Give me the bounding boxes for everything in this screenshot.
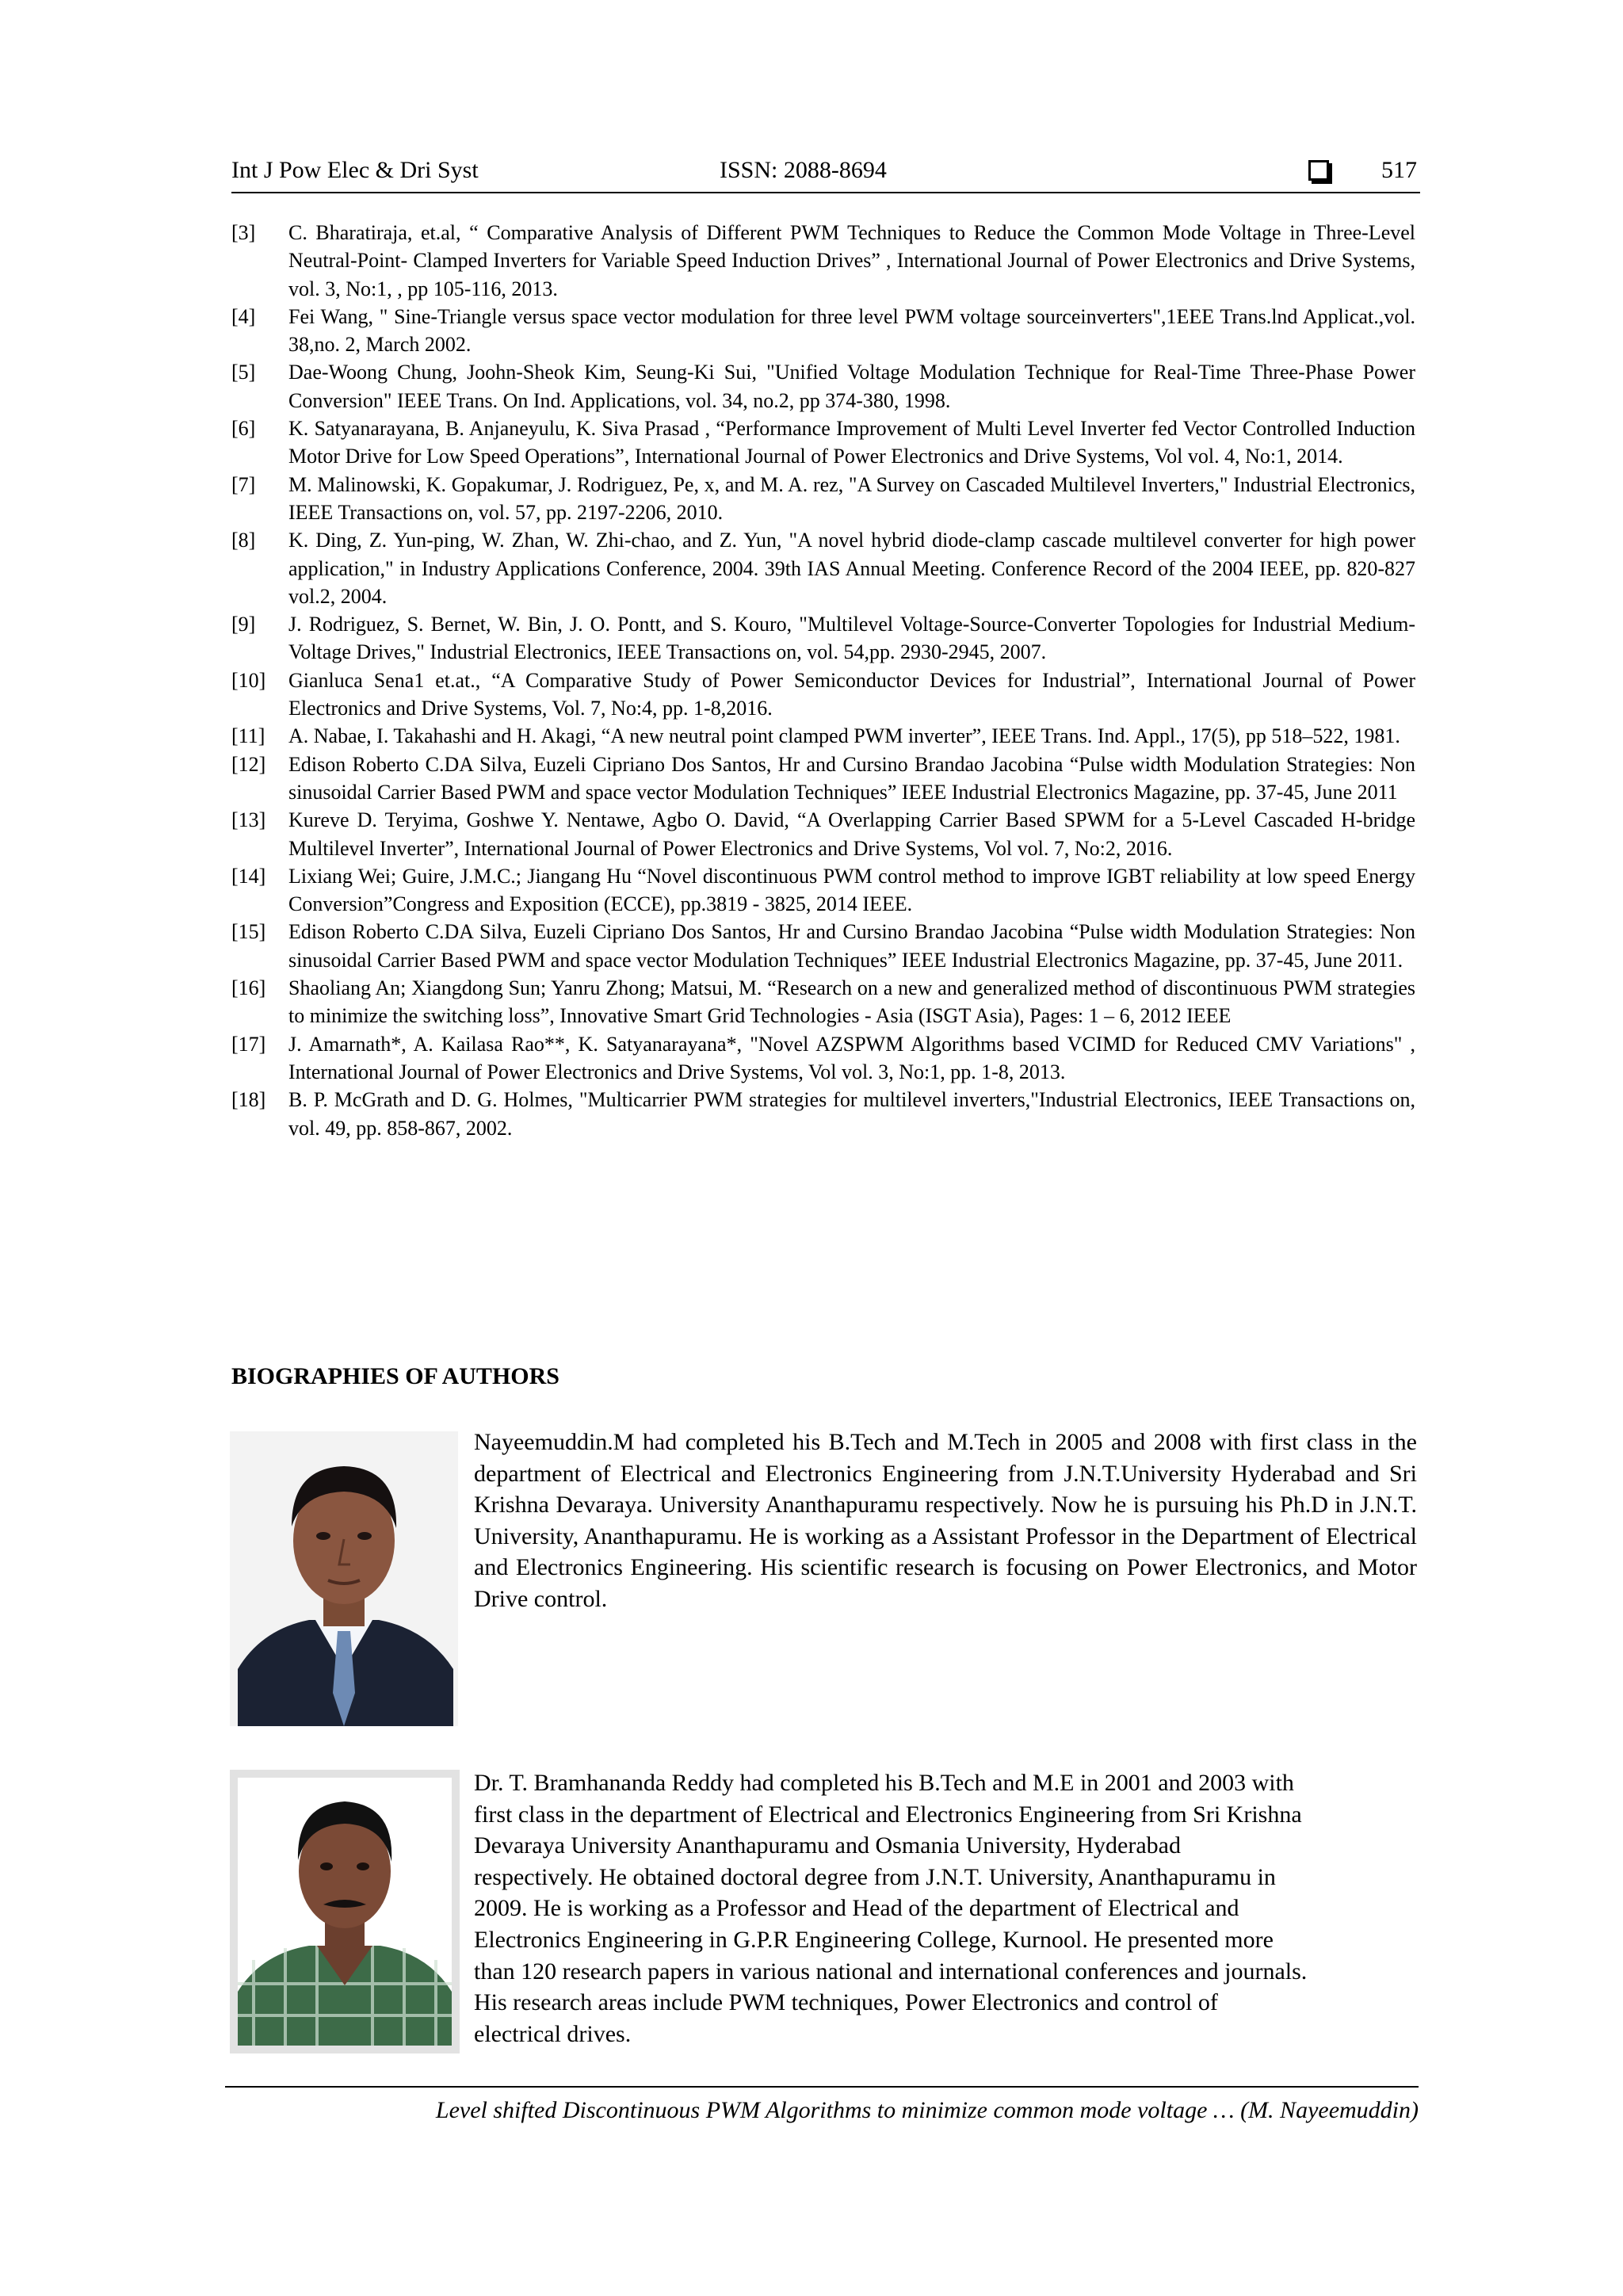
reference-number: [11] [231,724,265,748]
biography-line: than 120 research papers in various national and international conferences and journals. [474,1958,1308,1985]
reference-text: K. Satyanarayana, B. Anjaneyulu, K. Siva Prasad , “Performance Improvement of Multi Level Inverter fed Vector Controlled Induction Motor Drive for Low Speed Operations”, International Journal of Power Electronics and Drive Systems, Vol vol. 4, No:1, 2014. [288,417,1415,468]
author-photo-nayeemuddin [230,1431,458,1726]
reference-text: Fei Wang, " Sine-Triangle versus space vector modulation for three level PWM voltage sourceinverters",1EEE Trans.lnd Applicat.,vol. 38,no. 2, March 2002. [288,304,1415,357]
reference-text: A. Nabae, I. Takahashi and H. Akagi, “A new neutral point clamped PWM inverter”, IEEE Trans. Ind. Appl., 17(5), pp 518–522, 1981. [288,724,1400,748]
biography-line: Dr. T. Bramhananda Reddy had completed his B.Tech and M.E in 2001 and 2003 with [474,1770,1294,1796]
reference-item [231,415,1415,471]
author-biography-1: Nayeemuddin.M had completed his B.Tech and M.Tech in 2005 and 2008 with first class in the department of Electrical and Electronics Engineering from J.N.T.University Hyderabad and Sri Krishna Devaraya. University Ananthapuramu respectively. Now he is pursuing his Ph.D in J.N.T. University, Ananthapuramu. He is working as a Assistant Professor in the Department of Electrical and Electronics Engineering. His scientific research is focusing on Power Electronics, and Motor Drive control. [474,1429,1417,1612]
reference-text: Dae-Woong Chung, Joohn-Sheok Kim, Seung-Ki Sui, "Unified Voltage Modulation Technique for Real-Time Three-Phase Power Conversion" IEEE Trans. On Ind. Applications, vol. 34, no.2, pp 374-380, 1998. [288,361,1415,412]
portrait-image [230,1431,458,1726]
biography-line: respectively. He obtained doctoral degree from J.N.T. University, Ananthapuramu in [474,1863,1276,1890]
biography-line: His research areas include PWM techniques, Power Electronics and control of [474,1989,1218,2016]
reference-number: [12] [231,752,266,776]
reference-text: Edison Roberto C.DA Silva, Euzeli Cipriano Dos Santos, Hr and Cursino Brandao Jacobina “Pulse width Modulation Strategies: Non sinusoidal Carrier Based PWM and space vector Modulation Techniques” IEEE Industrial Electronics Magazine, pp. 37-45, June 2011 [288,752,1415,804]
reference-item [231,806,1415,862]
reference-item [231,1086,1415,1142]
reference-item [231,722,1415,750]
page-footer [225,2086,1419,2124]
reference-number: [6] [231,417,256,441]
reference-item [231,751,1415,807]
reference-number: [13] [231,808,266,832]
reference-item [231,471,1415,527]
reference-item [231,974,1415,1030]
page-header [231,154,1420,193]
reference-text: Kureve D. Teryima, Goshwe Y. Nentawe, Agbo O. David, “A Overlapping Carrier Based SPWM for a 5-Level Cascaded H-bridge Multilevel Inverter”, International Journal of Power Electronics and Drive Systems, Vol vol. 7, No:2, 2016. [288,808,1415,860]
reference-text: J. Rodriguez, S. Bernet, W. Bin, J. O. Pontt, and S. Kouro, "Multilevel Voltage-Source-Converter Topologies for Industrial Medium-Voltage Drives," Industrial Electronics, IEEE Transactions on, vol. 54,pp. 2930-2945, 2007. [288,613,1415,664]
reference-number: [18] [231,1088,266,1112]
reference-text: K. Ding, Z. Yun-ping, W. Zhan, W. Zhi-chao, and Z. Yun, "A novel hybrid diode-clamp cascade multilevel converter for high power application," in Industry Applications Conference, 2004. 39th IAS Annual Meeting. Conference Record of the 2004 IEEE, pp. 820-827 vol.2, 2004. [288,529,1415,608]
author-biography-2 [474,1767,1425,2050]
reference-text: B. P. McGrath and D. G. Holmes, "Multicarrier PWM strategies for multilevel inverters,"Industrial Electronics, IEEE Transactions on, vol. 49, pp. 858-867, 2002. [288,1088,1415,1140]
reference-item [231,1030,1415,1087]
reference-number: [8] [231,529,256,552]
biography-line: first class in the department of Electrical and Electronics Engineering from Sri Krishna [474,1801,1302,1828]
reference-item [231,303,1415,359]
square-bullet-icon [1308,160,1329,181]
reference-number: [4] [231,304,256,328]
biography-line: electrical drives. [474,2020,632,2047]
reference-number: [17] [231,1032,266,1056]
biographies-heading: BIOGRAPHIES OF AUTHORS [231,1363,559,1389]
reference-number: [15] [231,920,266,944]
reference-number: [5] [231,361,256,384]
reference-item [231,219,1415,303]
reference-text: Edison Roberto C.DA Silva, Euzeli Cipriano Dos Santos, Hr and Cursino Brandao Jacobina “Pulse width Modulation Strategies: Non sinusoidal Carrier Based PWM and space vector Modulation Techniques” IEEE Industrial Electronics Magazine, pp. 37-45, June 2011. [288,920,1415,972]
reference-text: C. Bharatiraja, et.al, “ Comparative Analysis of Different PWM Techniques to Reduce the Common Mode Voltage in Three-Level Neutral-Point- Clamped Inverters for Variable Speed Induction Drives” , International Journal of Power Electronics and Drive Systems, vol. 3, No:1, , pp 105-116, 2013. [288,221,1415,300]
author-photo-bramhananda-reddy [230,1770,460,2053]
reference-text: M. Malinowski, K. Gopakumar, J. Rodriguez, Pe, x, and M. A. rez, "A Survey on Cascaded Multilevel Inverters," Industrial Electronics, IEEE Transactions on, vol. 57, pp. 2197-2206, 2010. [288,472,1415,524]
reference-item [231,358,1415,415]
reference-number: [3] [231,221,256,244]
reference-text: Gianluca Sena1 et.at., “A Comparative Study of Power Semiconductor Devices for Industrial”, International Journal of Power Electronics and Drive Systems, Vol. 7, No:4, pp. 1-8,2016. [288,668,1415,720]
reference-number: [9] [231,613,256,636]
reference-item [231,667,1415,723]
portrait-image [238,1778,452,2046]
reference-item [231,610,1415,667]
reference-number: [14] [231,864,266,888]
page-number: 517 [1381,157,1417,183]
reference-text: J. Amarnath*, A. Kailasa Rao**, K. Satyanarayana*, "Novel AZSPWM Algorithms based VCIMD for Reduced CMV Variations" , International Journal of Power Electronics and Drive Systems, Vol vol. 3, No:1, pp. 1-8, 2013. [288,1032,1415,1083]
running-title: Level shifted Discontinuous PWM Algorithms to minimize common mode voltage … (M. Nayeemuddin) [435,2097,1419,2123]
reference-item [231,526,1415,610]
reference-text: Shaoliang An; Xiangdong Sun; Yanru Zhong; Matsui, M. “Research on a new and generalized method of discontinuous PWM strategies to minimize the switching loss”, Innovative Smart Grid Technologies - Asia (ISGT Asia), Pages: 1 – 6, 2012 IEEE [288,976,1415,1028]
reference-item [231,918,1415,974]
biography-line: Electronics Engineering in G.P.R Engineering College, Kurnool. He presented more [474,1926,1274,1953]
reference-text: Lixiang Wei; Guire, J.M.C.; Jiangang Hu “Novel discontinuous PWM control method to improve IGBT reliability at low speed Energy Conversion”Congress and Exposition (ECCE), pp.3819 - 3825, 2014 IEEE. [288,864,1415,916]
reference-number: [10] [231,668,266,692]
reference-item [231,862,1415,919]
issn: ISSN: 2088-8694 [720,157,887,183]
biography-line: 2009. He is working as a Professor and Head of the department of Electrical and [474,1895,1239,1922]
journal-name: Int J Pow Elec & Dri Syst [231,157,479,183]
reference-number: [16] [231,976,266,1000]
reference-number: [7] [231,472,256,496]
reference-list [231,219,1415,1142]
biography-line: Devaraya University Ananthapuramu and Osmania University, Hyderabad [474,1832,1181,1859]
